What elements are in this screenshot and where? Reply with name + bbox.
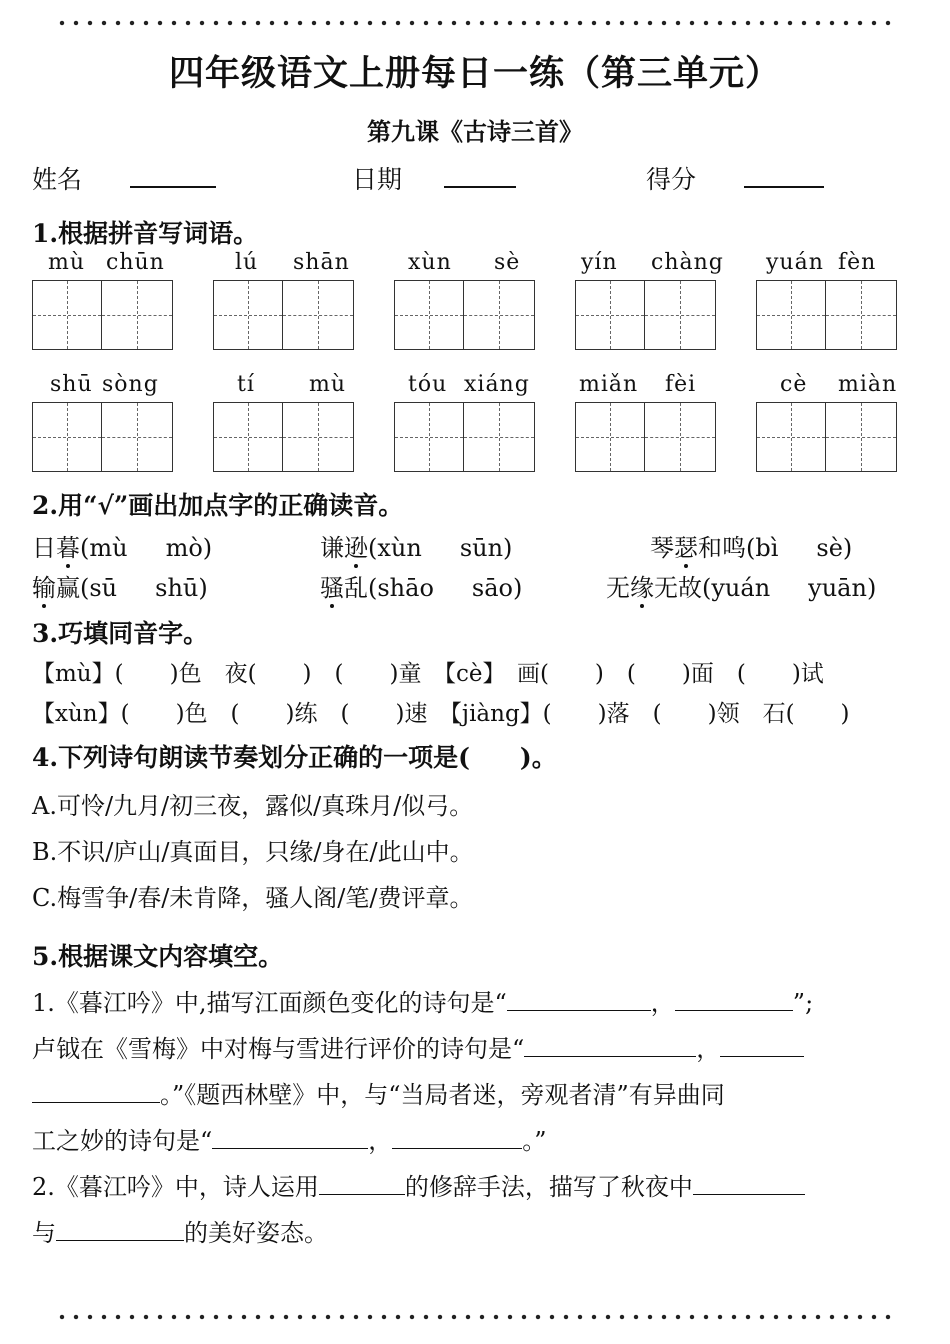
q3-line[interactable]: 【mù】( )色 夜( ) ( )童 【cè】 画( ) ( )面 ( )试 — [32, 661, 824, 687]
q5-line-3 — [32, 1075, 725, 1110]
fill-text: 的修辞手法，描写了秋夜中 — [404, 1173, 693, 1201]
bottom-dotted-border — [55, 1314, 895, 1320]
date-label: 日期 — [352, 165, 403, 194]
score-field[interactable] — [646, 160, 824, 196]
word-part: 无故 — [654, 574, 702, 602]
pinyin-text: lú — [235, 250, 259, 275]
fill-text: 2.《暮江吟》中，诗人运用 — [32, 1173, 319, 1201]
pinyin-text: shū — [50, 372, 93, 397]
reading-option[interactable]: yuān) — [808, 574, 877, 602]
q4-option-c[interactable]: C.梅雪争/春/未肯降，骚人阁/笔/费评章。 — [32, 884, 474, 912]
fill-blank[interactable] — [56, 1218, 184, 1241]
writing-grid[interactable] — [575, 402, 716, 472]
pinyin-text: xùn — [408, 250, 452, 275]
pinyin-text: tóu — [408, 372, 448, 397]
writing-grid[interactable] — [213, 402, 354, 472]
q2-item — [650, 528, 852, 563]
fill-blank[interactable] — [693, 1172, 805, 1195]
word-part: 琴 — [650, 534, 674, 562]
reading-option[interactable]: (shāo — [368, 574, 434, 602]
pinyin-text: tí — [237, 372, 255, 397]
q5-title: 5.根据课文内容填空。 — [32, 942, 284, 971]
fill-text: 与 — [32, 1219, 56, 1247]
writing-grid[interactable] — [575, 280, 716, 350]
q4-title[interactable]: 4.下列诗句朗读节奏划分正确的一项是( )。 — [32, 743, 557, 772]
pinyin-text: yuán — [766, 250, 824, 275]
pinyin-text: fèi — [665, 372, 697, 397]
fill-text: 工之妙的诗句是“ — [32, 1127, 213, 1155]
fill-text: ”; — [792, 989, 814, 1017]
pinyin-text: chàng — [651, 250, 724, 275]
fill-text: 。” — [522, 1127, 547, 1155]
fill-text: 1.《暮江吟》中,描写江面颜色变化的诗句是“ — [32, 989, 507, 1017]
pinyin-text: sòng — [102, 372, 159, 397]
q5-line-5 — [32, 1167, 805, 1202]
pinyin-text: cè — [780, 372, 808, 397]
score-label: 得分 — [646, 165, 697, 194]
reading-option[interactable]: sè) — [816, 534, 853, 562]
writing-grid[interactable] — [756, 280, 897, 350]
pinyin-text: yín — [581, 250, 618, 275]
reading-option[interactable]: mò) — [165, 534, 213, 562]
q2-item — [32, 528, 212, 563]
pinyin-text: xiáng — [464, 372, 530, 397]
writing-grid[interactable] — [394, 402, 535, 472]
q3-title: 3.巧填同音字。 — [32, 619, 209, 648]
q4-option-b[interactable]: B.不识/庐山/真面目，只缘/身在/此山中。 — [32, 838, 474, 866]
q3-line[interactable]: 【xùn】( )色 ( )练 ( )速 【jiàng】( )落 ( )领 石( ) — [32, 701, 850, 727]
pinyin-text: chūn — [106, 250, 165, 275]
lesson-subtitle: 第九课《古诗三首》 — [367, 117, 583, 146]
reading-option[interactable]: sūn) — [459, 534, 513, 562]
q2-item — [32, 568, 208, 603]
q2-item — [320, 568, 522, 603]
dotted-char: 缘 — [630, 574, 654, 602]
fill-blank[interactable] — [319, 1172, 405, 1195]
reading-option[interactable]: (xùn — [368, 534, 422, 562]
fill-blank[interactable] — [392, 1126, 522, 1149]
fill-blank[interactable] — [720, 1034, 804, 1057]
reading-option[interactable]: (yuán — [702, 574, 771, 602]
reading-option[interactable]: (bì — [746, 534, 779, 562]
pinyin-text: miàn — [838, 372, 898, 397]
fill-text: ， — [650, 989, 675, 1017]
q5-line-2 — [32, 1029, 804, 1064]
fill-blank[interactable] — [524, 1034, 696, 1057]
word-part: 乱 — [344, 574, 368, 602]
pinyin-text: shān — [293, 250, 350, 275]
word-part: 赢 — [56, 574, 80, 602]
name-blank[interactable] — [130, 160, 216, 188]
q5-line-6 — [32, 1213, 328, 1248]
dotted-char: 逊 — [344, 534, 368, 562]
name-field[interactable] — [32, 160, 216, 196]
fill-text: 。”《题西林壁》中，与“当局者迷，旁观者清”有异曲同 — [160, 1081, 725, 1109]
fill-blank[interactable] — [212, 1126, 368, 1149]
writing-grid[interactable] — [213, 280, 354, 350]
reading-option[interactable]: (sū — [80, 574, 118, 602]
q1-title: 1.根据拼音写词语。 — [32, 219, 259, 248]
fill-blank[interactable] — [675, 988, 793, 1011]
page-title: 四年级语文上册每日一练（第三单元） — [168, 54, 781, 94]
reading-option[interactable]: shū) — [155, 574, 208, 602]
dotted-char: 骚 — [320, 574, 344, 602]
word-part: 和鸣 — [698, 534, 746, 562]
fill-text: 的美好姿态。 — [184, 1219, 328, 1247]
fill-text: ， — [368, 1127, 393, 1155]
q4-option-a[interactable]: A.可怜/九月/初三夜，露似/真珠月/似弓。 — [32, 792, 474, 820]
dotted-char: 输 — [32, 574, 56, 602]
dotted-char: 暮 — [56, 534, 80, 562]
word-part: 日 — [32, 534, 56, 562]
date-field[interactable] — [352, 160, 516, 196]
q5-line-1 — [32, 983, 813, 1018]
q2-title: 2.用“√”画出加点字的正确读音。 — [32, 491, 404, 520]
writing-grid[interactable] — [32, 402, 173, 472]
reading-option[interactable]: (mù — [80, 534, 128, 562]
fill-blank[interactable] — [32, 1080, 160, 1103]
date-blank[interactable] — [444, 160, 516, 188]
name-label: 姓名 — [32, 165, 83, 194]
writing-grid[interactable] — [756, 402, 897, 472]
pinyin-text: fèn — [838, 250, 877, 275]
writing-grid[interactable] — [32, 280, 173, 350]
writing-grid[interactable] — [394, 280, 535, 350]
reading-option[interactable]: sāo) — [471, 574, 523, 602]
fill-text: 卢钺在《雪梅》中对梅与雪进行评价的诗句是“ — [32, 1035, 525, 1063]
q5-line-4 — [32, 1121, 547, 1156]
pinyin-text: miǎn — [579, 372, 639, 397]
dotted-char: 瑟 — [674, 534, 698, 562]
top-dotted-border — [55, 20, 895, 26]
word-part: 谦 — [320, 534, 344, 562]
q2-item — [320, 528, 512, 563]
pinyin-text: mù — [309, 372, 347, 397]
fill-text: ， — [696, 1035, 721, 1063]
score-blank[interactable] — [744, 160, 824, 188]
pinyin-text: sè — [494, 250, 521, 275]
word-part: 无 — [606, 574, 630, 602]
fill-blank[interactable] — [507, 988, 651, 1011]
q2-item — [606, 568, 876, 603]
pinyin-text: mù — [48, 250, 86, 275]
